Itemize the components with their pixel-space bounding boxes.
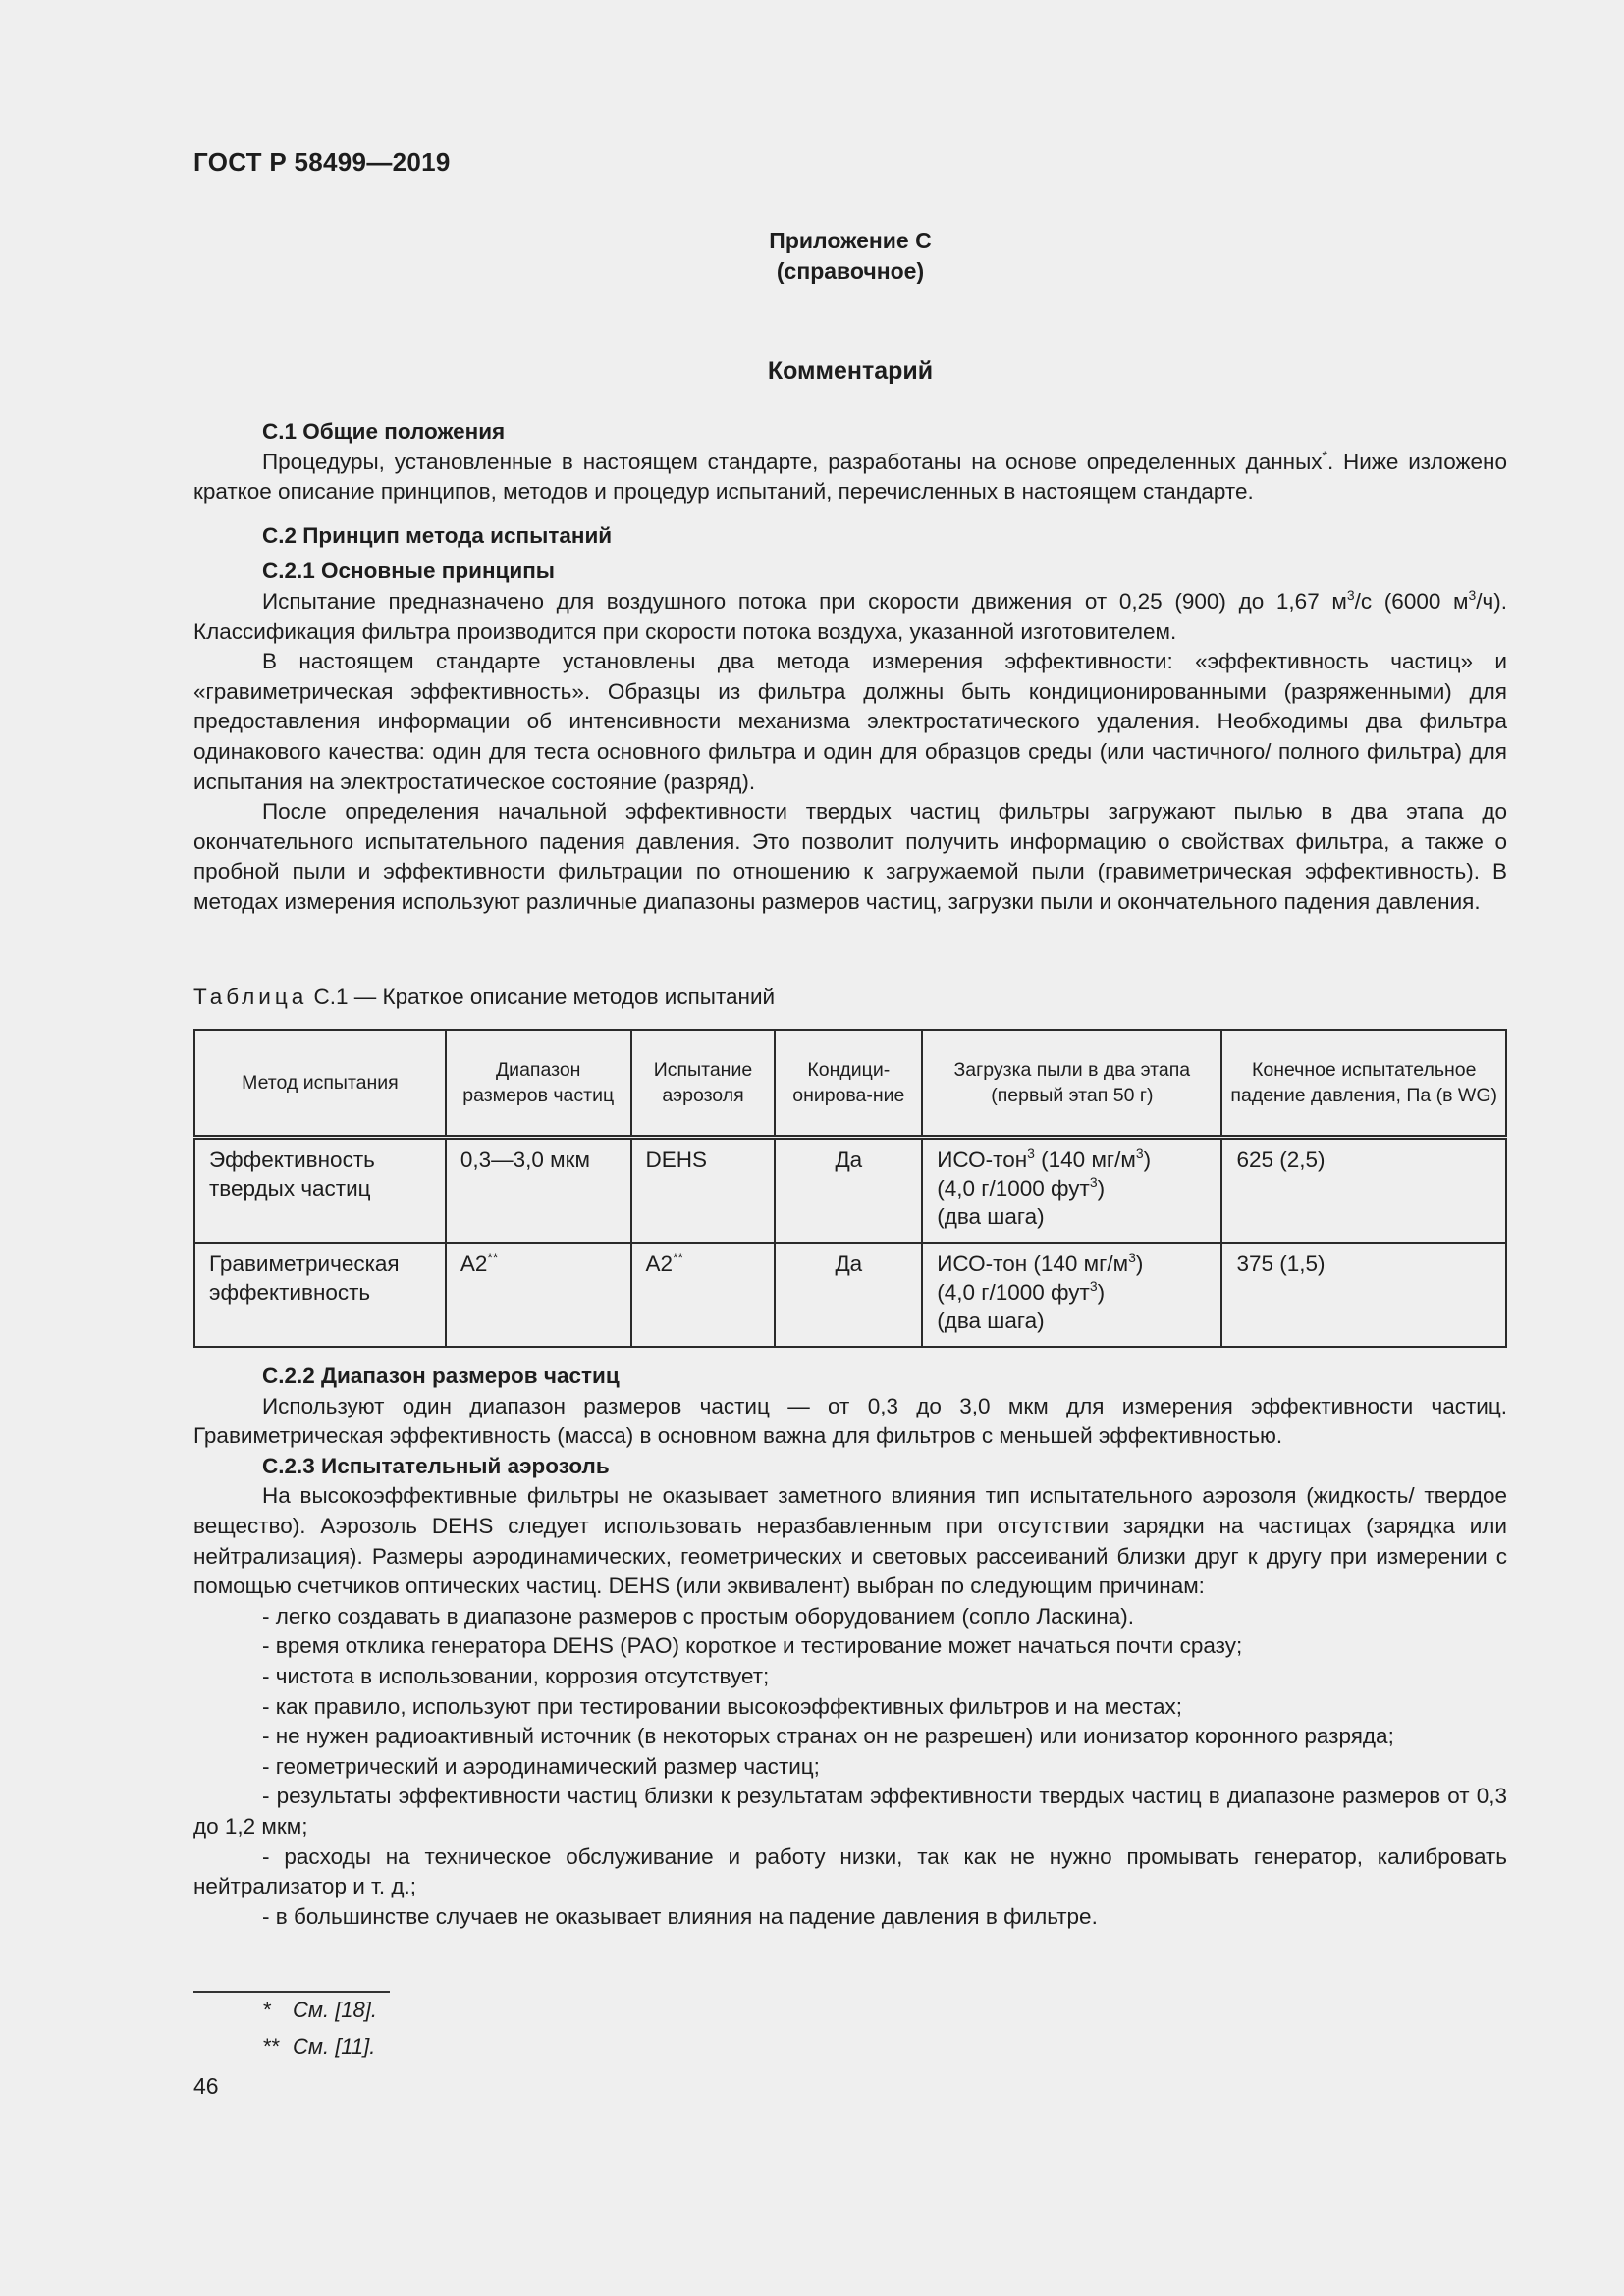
superscript: 3 (1089, 1173, 1098, 1190)
cell-aerosol-text: DEHS (645, 1148, 708, 1172)
text: (140 мг/м (1027, 1252, 1129, 1276)
table-caption-label: Таблица (193, 985, 308, 1009)
list-item: - расходы на техническое обслуживание и работу низки, так как не нужно промывать генератор, калибровать нейтрализатор и т. д.; (193, 1843, 1507, 1899)
section-c23-heading: С.2.3 Испытательный аэрозоль (262, 1453, 610, 1478)
cell-method: Эффективность твердых частиц (194, 1138, 446, 1244)
section-c21-paragraph-2: В настоящем стандарте установлены два метода измерения эффективности: «эффективность частиц» и «гравиметрическая эффективность». Образцы из фильтра должны быть кондиционированными (разряженными) для предоставления информации об интенсивности механизма электростатического удаления. Необходимы два фильтра одинакового качества: один для теста основного фильтра и один для образцов среды (или частичного/ полного фильтра) для испытания на электростатическое состояние (разряд). (193, 649, 1507, 794)
table-row (194, 1138, 1506, 1244)
text: ) (1135, 1252, 1144, 1276)
footnote-text: См. [18]. (293, 1998, 378, 2022)
cell-range-text: А2 (460, 1252, 488, 1276)
superscript: ** (487, 1249, 499, 1265)
table-caption-text: С.1 — Краткое описание методов испытаний (313, 985, 776, 1009)
header-conditioning: Кондици-онирова-ние (775, 1030, 922, 1138)
text: (140 мг/м (1034, 1148, 1136, 1172)
dust-load-line-3: (два шага) (937, 1204, 1045, 1229)
footnote-divider (193, 1991, 390, 1993)
header-aerosol: Испытание аэрозоля (631, 1030, 776, 1138)
section-c21-heading: С.2.1 Основные принципы (262, 559, 556, 584)
list-item: - не нужен радиоактивный источник (в некоторых странах он не разрешен) или ионизатор коронного разряда; (262, 1724, 1394, 1749)
footnote (263, 1998, 377, 2023)
superscript: 3 (1027, 1145, 1035, 1161)
cell-dust-load (922, 1243, 1221, 1347)
cell-aerosol (631, 1138, 776, 1244)
dust-load-line-1 (937, 1146, 1207, 1174)
header-pressure: Конечное испытательное падение давления, Па (в WG) (1221, 1030, 1506, 1138)
table-header-row (194, 1030, 1506, 1138)
cell-pressure: 375 (1,5) (1221, 1243, 1506, 1347)
dust-load-line-2 (937, 1278, 1207, 1307)
list-item: - результаты эффективности частиц близки к результатам эффективности твердых частиц в диапазоне размеров от 0,3 до 1,2 мкм; (193, 1784, 1507, 1839)
superscript: 3 (1128, 1249, 1136, 1265)
footnote-ref: * (1322, 447, 1327, 463)
text: ИСО-тон (937, 1252, 1028, 1276)
superscript: ** (673, 1249, 683, 1265)
list-item: - время отклика генератора DEHS (PAO) короткое и тестирование может начаться почти сразу; (262, 1633, 1243, 1659)
section-c2-heading: С.2 Принцип метода испытаний (262, 522, 613, 548)
footnote-mark: ** (263, 2034, 281, 2058)
list-item: - как правило, используют при тестировании высокоэффективных фильтров и на местах; (262, 1693, 1183, 1719)
dust-load-line-1 (937, 1250, 1207, 1278)
comment-title: Комментарий (767, 357, 934, 385)
cell-method: Гравиметрическая эффективность (194, 1243, 446, 1347)
c21-text-c: /ч). Классификация фильтра производится при скорости потока воздуха, указанной изготовителем. (193, 588, 1507, 644)
section-c1-heading: С.1 Общие положения (262, 419, 506, 444)
page-number: 46 (193, 2073, 219, 2099)
text: ) (1143, 1148, 1152, 1172)
appendix-heading (0, 226, 1624, 287)
cell-range (446, 1243, 631, 1347)
section-c1-paragraph (193, 448, 1507, 507)
footnote-text: См. [11]. (293, 2034, 376, 2058)
text: ) (1097, 1280, 1106, 1305)
document-code: ГОСТ Р 58499—2019 (193, 147, 451, 177)
list-item: - легко создавать в диапазоне размеров с простым оборудованием (сопло Ласкина). (262, 1603, 1134, 1629)
section-c22-heading: С.2.2 Диапазон размеров частиц (262, 1363, 620, 1388)
c21-text-a: Испытание предназначено для воздушного потока при скорости движения от 0,25 (900) до 1,67 м (262, 588, 1347, 614)
header-range: Диапазон размеров частиц (446, 1030, 631, 1138)
footnote-mark: * (263, 1998, 272, 2022)
list-item: - чистота в использовании, коррозия отсутствует; (262, 1663, 770, 1688)
section-c1-c2 (193, 417, 1507, 918)
cell-aerosol-text: А2 (645, 1252, 674, 1276)
c21-text-b: /с (6000 м (1354, 588, 1469, 614)
dust-load-line-3: (два шага) (937, 1308, 1045, 1333)
cell-conditioning: Да (775, 1138, 922, 1244)
footnote (263, 2034, 375, 2059)
section-c22-paragraph: Используют один диапазон размеров частиц — от 0,3 до 3,0 мкм для измерения эффективности частиц. Гравиметрическая эффективность (масса) в основном важна для фильтров с меньшей эффективностью. (193, 1393, 1507, 1449)
section-c21-paragraph-1 (193, 587, 1507, 647)
superscript: 3 (1135, 1145, 1144, 1161)
superscript: 3 (1089, 1277, 1098, 1294)
appendix-subtitle: (справочное) (776, 258, 925, 284)
cell-dust-load (922, 1138, 1221, 1244)
header-dust-load: Загрузка пыли в два этапа (первый этап 50 г) (922, 1030, 1221, 1138)
cell-conditioning: Да (775, 1243, 922, 1347)
c1-text-a: Процедуры, установленные в настоящем стандарте, разработаны на основе определенных данных (262, 449, 1323, 474)
cell-range (446, 1138, 631, 1244)
superscript: 3 (1346, 586, 1355, 603)
text: ИСО-тон (937, 1148, 1028, 1172)
list-item: - в большинстве случаев не оказывает влияния на падение давления в фильтре. (262, 1903, 1098, 1929)
section-c21-paragraph-3: После определения начальной эффективности твердых частиц фильтры загружают пылью в два этапа до окончательного испытательного падения давления. Это позволит получить информацию о свойствах фильтра, а также о пробной пыли и эффективности фильтрации по отношению к загружаемой пыли (гравиметрическая эффективность). В методах измерения используют различные диапазоны размеров частиц, загрузки пыли и окончательного падения давления. (193, 799, 1507, 914)
c1-text-b: . Ниже изложено краткое описание принципов, методов и процедур испытаний, перечисленных в настоящем стандарте. (193, 449, 1507, 505)
text: (4,0 г/1000 фут (937, 1280, 1090, 1305)
header-method: Метод испытания (194, 1030, 446, 1138)
section-c23-paragraph: На высокоэффективные фильтры не оказывает заметного влияния тип испытательного аэрозоля (жидкость/ твердое вещество). Аэрозоль DEHS следует использовать неразбавленным при отсутствии зарядки на частицах (зарядка или нейтрализация). Размеры аэродинамических, геометрических и световых рассеиваний близки друг к другу при измерении с помощью счетчиков оптических частиц. DEHS (или эквивалент) выбран по следующим причинам: (193, 1483, 1507, 1599)
text: ) (1097, 1176, 1106, 1201)
cell-pressure: 625 (2,5) (1221, 1138, 1506, 1244)
superscript: 3 (1468, 586, 1477, 603)
section-c22-c23 (193, 1362, 1507, 1932)
table-row (194, 1243, 1506, 1347)
appendix-title: Приложение С (769, 228, 932, 253)
list-item: - геометрический и аэродинамический размер частиц; (262, 1753, 820, 1779)
text: (4,0 г/1000 фут (937, 1176, 1090, 1201)
methods-table (193, 1029, 1507, 1348)
table-caption (193, 985, 775, 1010)
dust-load-line-2 (937, 1174, 1207, 1202)
cell-range-text: 0,3—3,0 мкм (460, 1148, 590, 1172)
cell-aerosol (631, 1243, 776, 1347)
